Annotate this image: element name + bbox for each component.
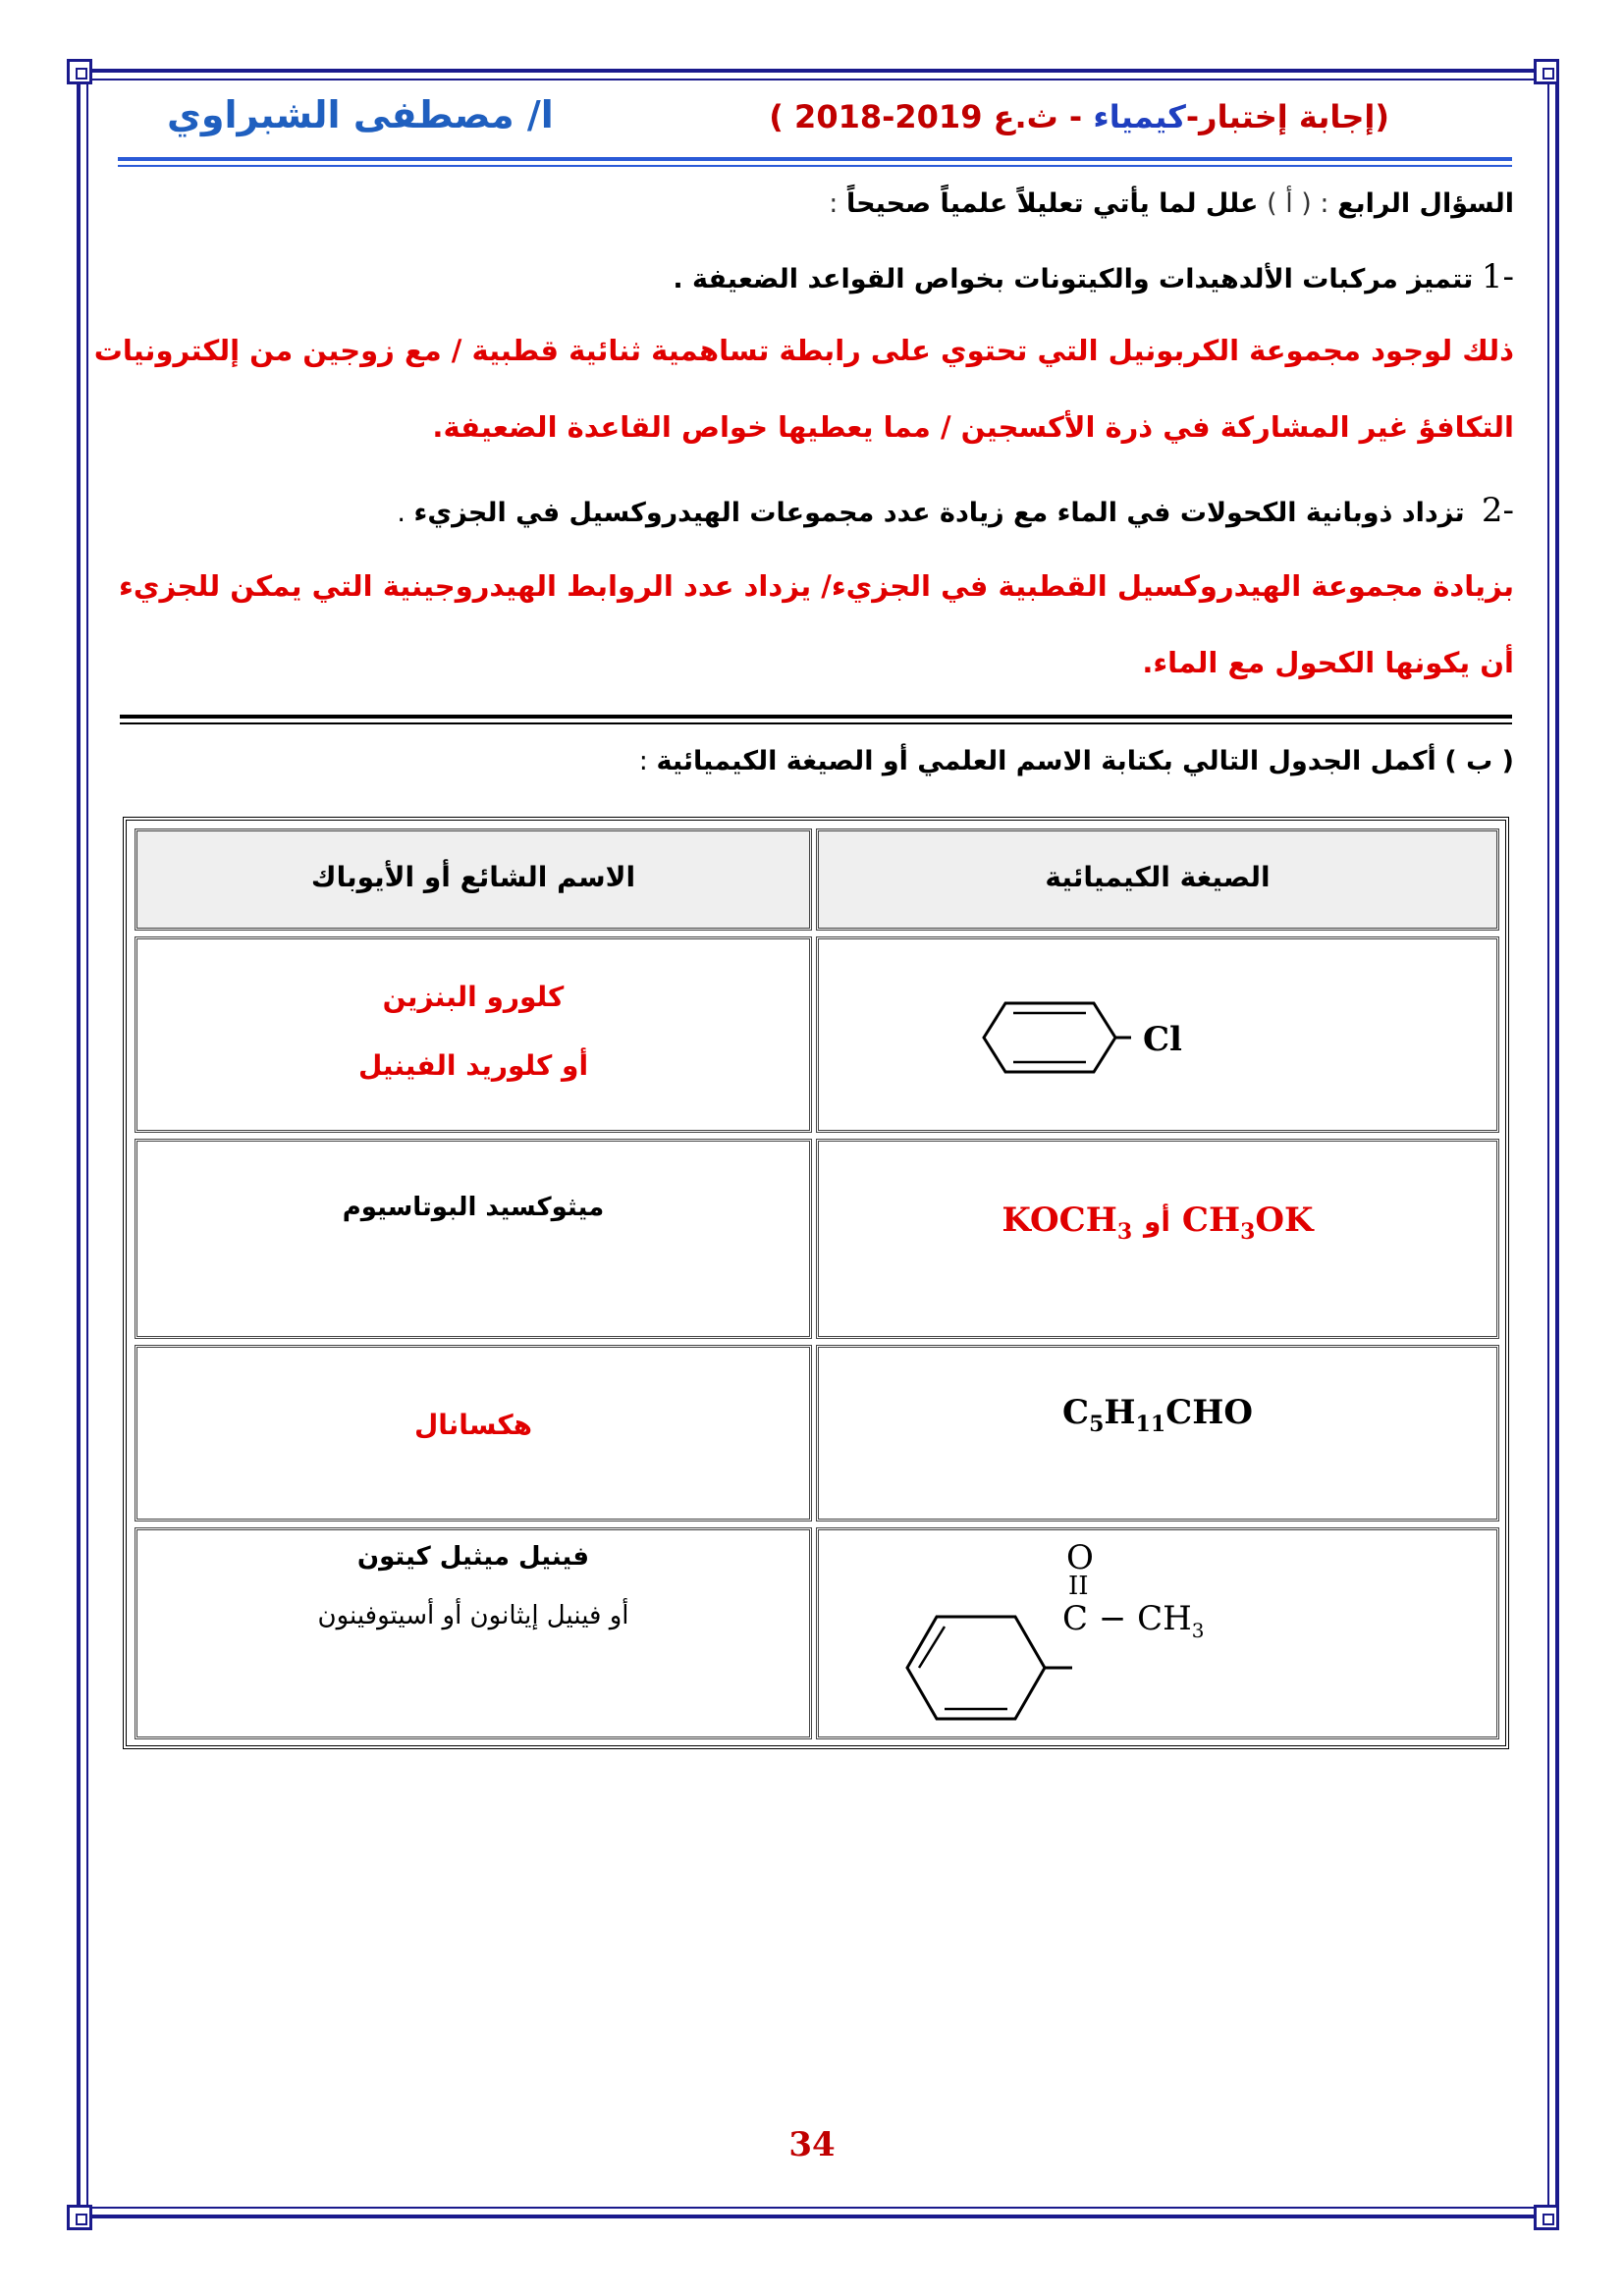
page-header <box>118 93 1512 152</box>
corner-ornament-icon <box>67 2205 92 2230</box>
answer-2-line-2: أن يكونها الكحول مع الماء. <box>1142 646 1514 679</box>
exam-title: (إجابة إختبار-كيمياء - ث.ع 2019-2018 ) <box>769 98 1389 135</box>
table-row-2-name: ميثوكسيد البوتاسيوم <box>135 1139 812 1339</box>
table-row-1-formula <box>816 936 1499 1133</box>
author-name: ا/ مصطفى الشبراوي <box>167 93 554 136</box>
section-divider <box>120 715 1512 719</box>
corner-ornament-icon <box>1534 2205 1559 2230</box>
table-row-2-formula: $KOCH_3$ أو $CH_3OK$ <box>816 1139 1499 1339</box>
chlorine-label: Cl <box>1143 1020 1182 1059</box>
answer-1-line-2: التكافؤ غير المشاركة في ذرة الأكسجين / مما يعطيها خواص القاعدة الضعيفة. <box>432 410 1514 444</box>
benzene-ring-icon <box>976 993 1133 1082</box>
table-row-3-name: هكسانال <box>135 1345 812 1522</box>
question-heading: السؤال الرابع : ( أ ) علل لما يأتي تعليلاً علمياً صحيحاً : <box>829 188 1514 219</box>
question-item-2: -2 تزداد ذوبانية الكحولات في الماء مع زيادة عدد مجموعات الهيدروكسيل في الجزيء . <box>397 491 1514 530</box>
ketone-chain-label: $C - CH_3$ <box>1062 1599 1205 1642</box>
page-number: 34 <box>788 2125 836 2164</box>
table-header-name: الاسم الشائع أو الأيوباك <box>135 828 812 931</box>
table-row-3-formula: $C_5H_{11}CHO$ <box>816 1345 1499 1522</box>
section-divider <box>120 722 1512 724</box>
header-divider <box>118 157 1512 161</box>
header-divider <box>118 165 1512 167</box>
corner-ornament-icon <box>67 59 92 84</box>
answer-2-line-1: بزيادة مجموعة الهيدروكسيل القطبية في الجزيء/ يزداد عدد الروابط الهيدروجينية التي يمكن للجزيء <box>119 569 1514 603</box>
part-b-heading: ( ب ) أكمل الجدول التالي بكتابة الاسم العلمي أو الصيغة الكيميائية : <box>638 746 1514 776</box>
carbonyl-oxygen-label: O <box>1066 1538 1094 1577</box>
table-row-4-formula <box>816 1527 1499 1739</box>
double-bond-mark: II <box>1068 1572 1089 1601</box>
answer-1-line-1: ذلك لوجود مجموعة الكربونيل التي تحتوي على رابطة تساهمية ثنائية قطبية / مع زوجين من إلكترونيات <box>93 334 1514 367</box>
table-header-formula: الصيغة الكيميائية <box>816 828 1499 931</box>
corner-ornament-icon <box>1534 59 1559 84</box>
phenyl-ring-icon <box>897 1599 1074 1727</box>
answers-table <box>123 817 1509 1749</box>
table-row-1-name: كلورو البنزين أو كلوريد الفينيل <box>135 936 812 1133</box>
table-row-4-name: فينيل ميثيل كيتون أو فينيل إيثانون أو أسيتوفينون <box>135 1527 812 1739</box>
question-item-1: -1 تتميز مركبات الألدهيدات والكيتونات بخواص القواعد الضعيفة . <box>673 257 1514 296</box>
